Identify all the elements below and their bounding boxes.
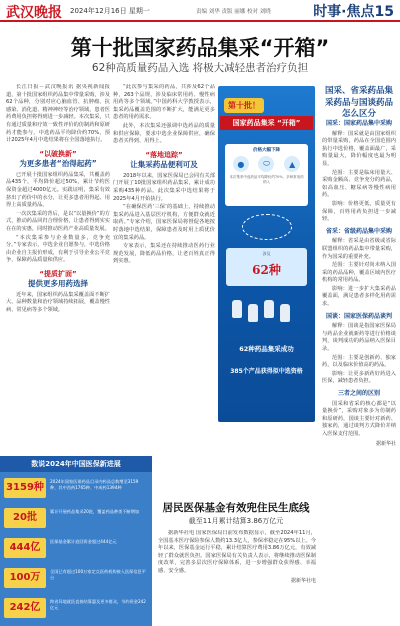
lower-headline: 居民医保基金有效兜住民生底线 (162, 502, 310, 514)
medicine-bottle-icon (232, 300, 242, 318)
sidebar-author: 据新华社 (375, 440, 396, 447)
paragraph: 影响：进一步扩大集采药品覆盖面，满足患者多样化用药需求。 (322, 285, 396, 308)
sidebar-heading: 国谈：国家医保药品谈判 (325, 312, 392, 320)
stat-item (4, 596, 148, 620)
paragraph: “本次集采参与企业数量多，竞争充分。”专家表示，中选企业自愿参与，中选价格由企业自主报价形成，有利于引导企业公平竞争，保障药品质量和供应。 (6, 234, 110, 264)
medicine-bottle-icon (280, 304, 290, 322)
paragraph: 已开展十批国家组织药品集采，共覆盖药品435个，平均降价超过50%，累计节约医保资金超过4000亿元。实践证明，集采有效挤出了药价中的水分，让更多患者用得起、用得上高质量药品。 (6, 171, 110, 209)
poster-tag: 第十批！ (224, 98, 264, 113)
main-headline: 第十批国家药品集采“开箱” (70, 36, 330, 60)
medicine-bottle-icon (248, 304, 258, 322)
article-column-left (6, 84, 110, 454)
paragraph: 2018年以来，国家医保局已会同有关部门开展了10批国家组织药品集采，累计成功采购435种药品。此次集采中选结果将于2025年4月开始执行。 (113, 172, 215, 202)
paragraph: 近年来，国家组织药品集采覆盖面不断扩大，品种数量和治疗领域持续拓展，覆盖慢性病、常见病等多个领域。 (6, 291, 110, 314)
sidebar-heading: 三者之间的区别 (337, 390, 380, 397)
section-heading-2 (6, 270, 110, 288)
sidebar-article (322, 116, 396, 592)
stat-description: 2024年国家医保药品目录内药品总数增至3159种，其中西药1765种、中成药1394种 (50, 479, 139, 490)
paragraph: 据新华社电 国家医保局日前发布数据显示，截至2024年11月，全国基本医疗保险参保人数约13.3亿人，参保率稳定在95%以上。今年以来，医保基金运行平稳，累计结算医疗费用3.86万亿元，有效减轻了群众就医负担。国家医保局有关负责人表示，将继续推动医保制度改革，完善多层次医疗保障体系，进一步增强群众获得感、幸福感、安全感。 (158, 530, 316, 574)
stat-number: 100万 (4, 568, 46, 588)
capsule-icon: ⬭ (258, 156, 274, 172)
lead-paragraph: 长江日报－武汉晚报讯 据央视新闻报道，第十批国家组织药品集中带量采购，涉及62个品种，分别对应心脑血管、抗肿瘤、抗感染、消化道、精神神经等治疗领域，患者医药费用负担将得到进一步减轻。本次集采，只有通过质量和疗效一致性评价的仿制药和原研药才能参与，中选药品平均降价约70%，预计2025年4月中选结果将在全国落地执行。 (6, 84, 110, 144)
sidebar-title: 国采、省采药品集采药品与国谈药品怎么区分 (324, 86, 393, 119)
paragraph: “此次参与集采的药品，共涉及62个品种，263个品规，涉及临床常用药、慢性病用药等多个领域。”中国药科大学教授表示，集采药品覆盖范围的不断扩大，能满足更多患者的用药需求。 (113, 84, 215, 121)
paragraph: 范围：主要针对尚未纳入国采的药品品种，覆盖区域内医疗机构的常用药品。 (322, 262, 396, 284)
sidebar-heading: 省采：省级药品集中采购 (325, 227, 392, 235)
stat-description: 跨省异地就医直接结算惠及更多群众，节约资金242亿元 (50, 599, 146, 610)
paragraph: 解释：省采是由省级或省际联盟组织的药品集中带量采购，作为国采的重要补充。 (322, 238, 396, 260)
stat-item (4, 476, 148, 500)
newspaper-logo: 武汉晚报 (6, 5, 62, 21)
paragraph: 专家表示，集采还在持续推动医药行业规范发展，降低药品价格，让老百姓真正得到实惠。 (113, 243, 215, 265)
stat-number: 20批 (4, 508, 46, 528)
sidebar-heading: 国采：国家药品集中采购 (325, 120, 392, 127)
bottle-icon: ▲ (284, 156, 300, 172)
section-subheading-text: 为更多患者“治得起药” (19, 158, 97, 168)
editor-credits: 责编 刘华 责版 丽娜 校对 刘晓 (196, 9, 271, 15)
stat-description: 医保基金累计追回资金超过444亿元 (50, 539, 117, 544)
poster-title: 国家药品集采 “开箱” (220, 116, 313, 130)
article-column-middle (113, 84, 215, 494)
lower-author: 据新华社电 (290, 577, 316, 584)
stats-title: 数说2024年中国医保新进展 (0, 456, 152, 472)
lower-article (158, 530, 316, 620)
stats-panel (0, 456, 152, 626)
stat-number: 3159种 (4, 478, 46, 498)
poster-count-card (226, 248, 307, 286)
paragraph: 解释：国谈是指国家医保局与药品企业就新药等进行价格谈判，谈判成功的药品纳入医保目录。 (322, 323, 396, 353)
main-subheadline: 62种高质量药品入选 将极大减轻患者治疗负担 (91, 62, 309, 74)
poster-result-1: 62种药品集采成功 (239, 345, 294, 353)
paragraph: 范围：主要是创新药、独家药，以及临床价值高的药品。 (322, 354, 396, 369)
poster-box-title: 价格大幅下降 (253, 148, 280, 153)
stat-number: 242亿 (4, 598, 46, 618)
poster-result-2: 385个产品获得拟中选资格 (230, 368, 303, 375)
paragraph: 一次次集采的背后，是以“以量换价”的方式，推动药品回归合理价格，让患者得到实实在在的实惠，同时推动医药产业高质量发展。 (6, 210, 110, 232)
section-heading-3 (113, 151, 215, 169)
issue-date: 2024年12月16日 星期一 (70, 7, 150, 15)
pill-icon: ● (233, 156, 249, 172)
section-heading-text: “提质扩面” (39, 269, 77, 278)
paragraph: 影响：价格更低，质量更有保障，百姓用药负担进一步减轻。 (322, 200, 396, 223)
poster-count-label: 涉及 (262, 251, 271, 256)
paragraph: “在确保医药‘三保’的基础上，持续推动集采药品进入基层医疗机构，方便群众就近取药。”专家介绍，国家医保局将督促各地按时落地中选结果，保障患者及时用上质优价宜的集采药品。 (113, 204, 215, 241)
section-title: 时事·焦点15 (313, 4, 394, 20)
paragraph: 范围：主要是临床用量大、采购金额高、竞争充分的药品，如高血压、糖尿病等慢性病用药。 (322, 169, 396, 199)
paragraph: 影响：让更多新药好药进入医保，减轻患者负担。 (322, 370, 396, 385)
decorative-ring (242, 214, 292, 240)
section-heading-text: “以破换新” (39, 149, 77, 158)
section-heading-1 (6, 150, 110, 168)
poster-box-note: 本次集采中选药品平均降价约70%，多种常用药纳入 (229, 175, 304, 184)
medicine-bottle-icon (264, 300, 274, 318)
poster-info-box (225, 144, 308, 206)
stat-item (4, 536, 148, 560)
stat-description: 累计开展药品集采20批，覆盖药品种类不断增加 (50, 509, 140, 514)
paragraph: 国采和省采的核心都是“以量换价”，采购对象多为仿制药和原研药，国谈主要针对新药、独家药，通过谈判方式降价并纳入医保支付范围。 (322, 400, 396, 437)
stat-number: 444亿 (4, 538, 46, 558)
section-subheading-text: 让集采药品便利可及 (130, 159, 198, 169)
section-subheading-text: 提供更多用药选择 (28, 278, 88, 288)
paragraph: 此外，本次集采还强调中选药品的质量和供应保障，要求中选企业保障供应，确保患者买得到、用得上。 (113, 122, 215, 145)
paragraph: 解释：国采就是由国家组织的带量采购，药品在全国范围内执行中选价格，覆盖面最广，采购量最大，降价幅度也最为明显。 (322, 130, 396, 167)
masthead (0, 0, 400, 22)
stat-item (4, 566, 148, 590)
section-heading-text: “落地追踪” (145, 150, 183, 159)
stat-item (4, 506, 148, 530)
stat-description: 全国已有超过100万家定点医药机构接入医保信息平台 (50, 569, 146, 580)
lower-subheadline: 截至11月累计结算3.86万亿元 (188, 517, 284, 525)
collection-poster (218, 86, 315, 422)
poster-count-value: 62种 (252, 263, 281, 277)
